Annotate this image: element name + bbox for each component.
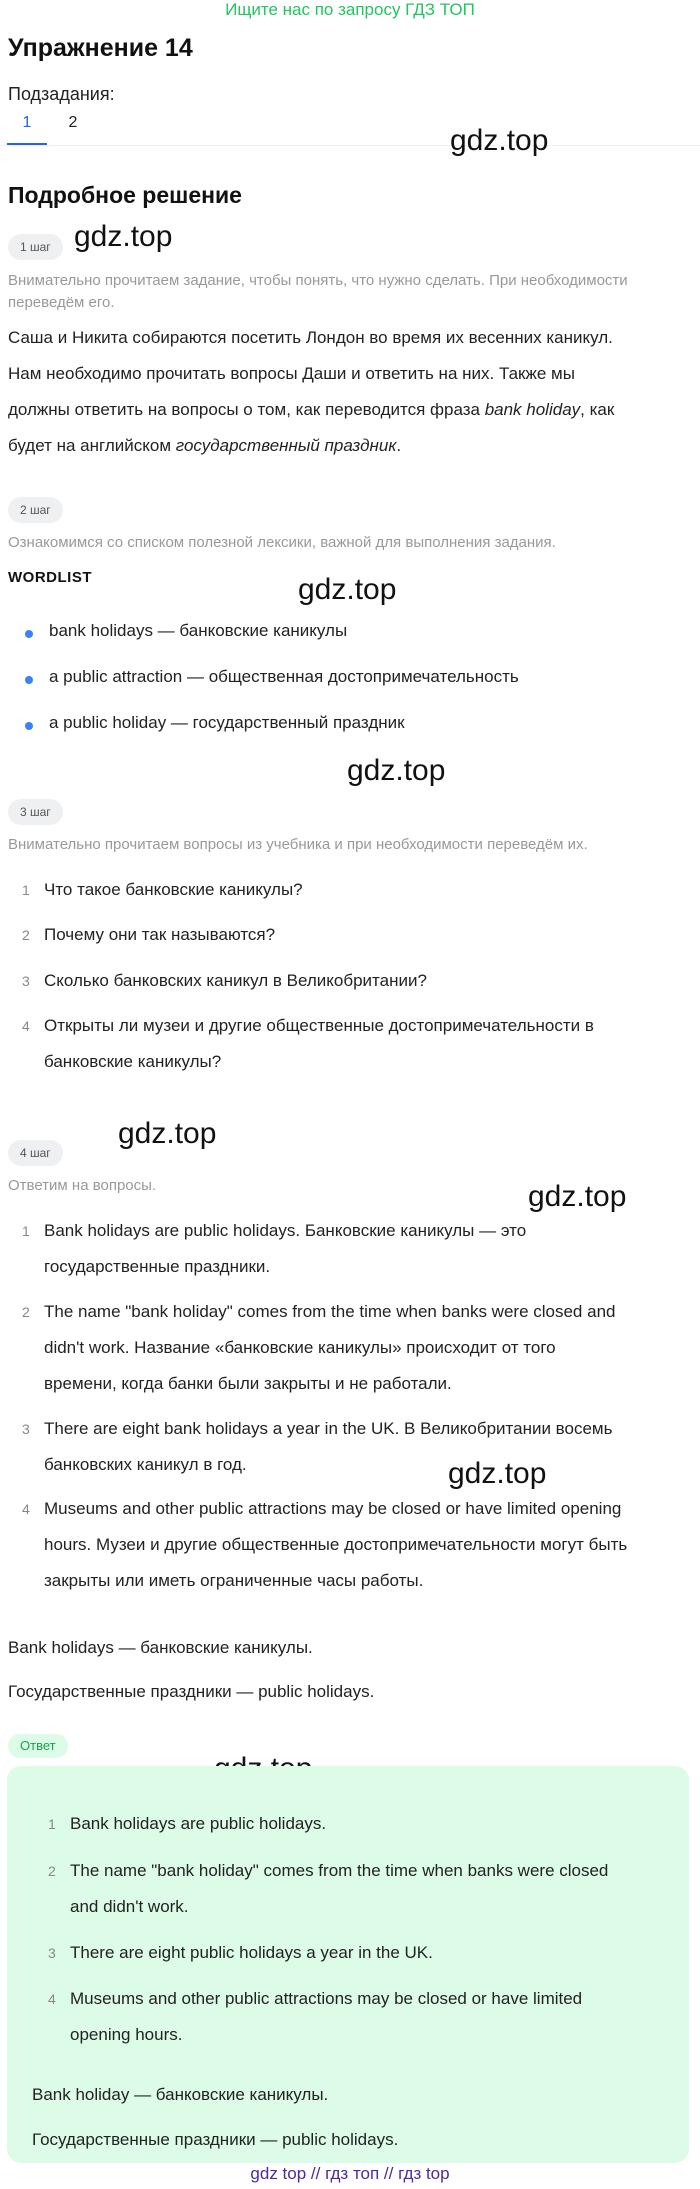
question-line: банковские каникулы? <box>44 1052 222 1071</box>
question-line: Почему они так называются? <box>44 925 276 944</box>
item-number: 2 <box>22 927 30 943</box>
watermark: gdz.top <box>347 754 446 787</box>
step-text-line: будет на английском государственный праздник. <box>8 436 402 455</box>
search-banner: Ищите нас по запросу ГДЗ ТОП <box>225 0 475 19</box>
watermark: gdz.top <box>528 1180 627 1213</box>
step-text-line: Нам необходимо прочитать вопросы Даши и ответить на них. Также мы <box>8 364 575 383</box>
answer-line: закрыты или иметь ограниченные часы работы. <box>44 1571 424 1590</box>
item-number: 3 <box>48 1945 56 1961</box>
step-text-line: должны ответить на вопросы о том, как переводится фраза bank holiday, как <box>8 400 615 419</box>
answer-line: hours. Музеи и другие общественные достопримечательности могут быть <box>44 1535 628 1554</box>
bullet-icon <box>25 722 33 730</box>
step-badge: 1 шаг <box>8 234 63 260</box>
step-text-line: Саша и Никита собираются посетить Лондон во время их весенних каникул. <box>8 328 613 347</box>
item-number: 2 <box>22 1304 30 1320</box>
final-answer-line: Bank holidays are public holidays. <box>70 1814 327 1833</box>
step-note: Внимательно прочитаем вопросы из учебника и при необходимости переведём их. <box>8 836 588 853</box>
term-public-holiday: государственный праздник <box>175 436 397 455</box>
page-title: Упражнение 14 <box>8 34 193 62</box>
watermark: gdz.top <box>118 1117 217 1150</box>
item-number: 3 <box>22 973 30 989</box>
list-item: bank holidays — банковские каникулы <box>49 621 348 640</box>
tabs-divider <box>0 145 700 146</box>
answer-line: банковских каникул в год. <box>44 1455 247 1474</box>
step-note: Внимательно прочитаем задание, чтобы понять, что нужно сделать. При необходимости переведём его. <box>8 272 628 311</box>
term-bank-holiday: bank holiday <box>484 400 581 419</box>
answer-line: Bank holidays are public holidays. Банковские каникулы — это <box>44 1221 527 1240</box>
answer-line: The name "bank holiday" comes from the time when banks were closed and <box>44 1302 616 1321</box>
final-summary-line: Bank holiday — банковские каникулы. <box>32 2085 329 2104</box>
item-number: 4 <box>22 1018 30 1034</box>
watermark: gdz.top <box>450 124 549 157</box>
solution-title: Подробное решение <box>8 182 242 208</box>
final-answer-line: There are eight public holidays a year in the UK. <box>70 1943 433 1962</box>
item-number: 4 <box>22 1501 30 1517</box>
step-badge: 2 шаг <box>8 497 63 523</box>
footer-link[interactable]: gdz top // гдз топ // гдз top <box>250 2164 450 2183</box>
answer-line: There are eight bank holidays a year in the UK. В Великобритании восемь <box>44 1419 613 1438</box>
item-number: 3 <box>22 1421 30 1437</box>
answer-line: государственные праздники. <box>44 1257 271 1276</box>
item-number: 1 <box>48 1816 56 1832</box>
item-number: 1 <box>22 882 30 898</box>
summary-line: Bank holidays — банковские каникулы. <box>8 1638 313 1657</box>
question-line: Что такое банковские каникулы? <box>44 880 303 899</box>
watermark: gdz.top <box>298 573 397 606</box>
item-number: 1 <box>22 1223 30 1239</box>
bullet-icon <box>25 676 33 684</box>
final-answer-line: The name "bank holiday" comes from the time when banks were closed <box>70 1861 609 1880</box>
watermark: gdz.top <box>448 1457 547 1490</box>
list-item: a public holiday — государственный праздник <box>49 713 405 732</box>
wordlist-title: WORDLIST <box>8 569 92 586</box>
step-note: Ответим на вопросы. <box>8 1177 157 1194</box>
final-answer-line: Museums and other public attractions may be closed or have limited <box>70 1989 583 2008</box>
bullet-icon <box>25 630 33 638</box>
final-answer-line: and didn't work. <box>70 1897 189 1916</box>
tab-subtask-1[interactable]: 1 <box>22 114 32 131</box>
item-number: 2 <box>48 1863 56 1879</box>
subtasks-label: Подзадания: <box>8 84 115 104</box>
list-item: a public attraction — общественная достопримечательность <box>49 667 519 686</box>
answer-badge: Ответ <box>8 1734 68 1758</box>
item-number: 4 <box>48 1991 56 2007</box>
tab-subtask-2[interactable]: 2 <box>68 114 78 131</box>
question-line: Сколько банковских каникул в Великобритании? <box>44 971 427 990</box>
summary-line: Государственные праздники — public holidays. <box>8 1682 375 1701</box>
answer-line: didn't work. Название «банковские каникулы» происходит от того <box>44 1338 556 1357</box>
step-note: Ознакомимся со списком полезной лексики, важной для выполнения задания. <box>8 534 556 551</box>
step-badge: 4 шаг <box>8 1140 63 1166</box>
final-answer-line: opening hours. <box>70 2025 183 2044</box>
question-line: Открыты ли музеи и другие общественные достопримечательности в <box>44 1016 594 1035</box>
active-tab-indicator <box>7 143 47 145</box>
final-summary-line: Государственные праздники — public holidays. <box>32 2130 399 2149</box>
answer-line: Museums and other public attractions may be closed or have limited opening <box>44 1499 622 1518</box>
answer-line: времени, когда банки были закрыты и не работали. <box>44 1374 452 1393</box>
step-badge: 3 шаг <box>8 799 63 825</box>
watermark: gdz.top <box>74 220 173 253</box>
